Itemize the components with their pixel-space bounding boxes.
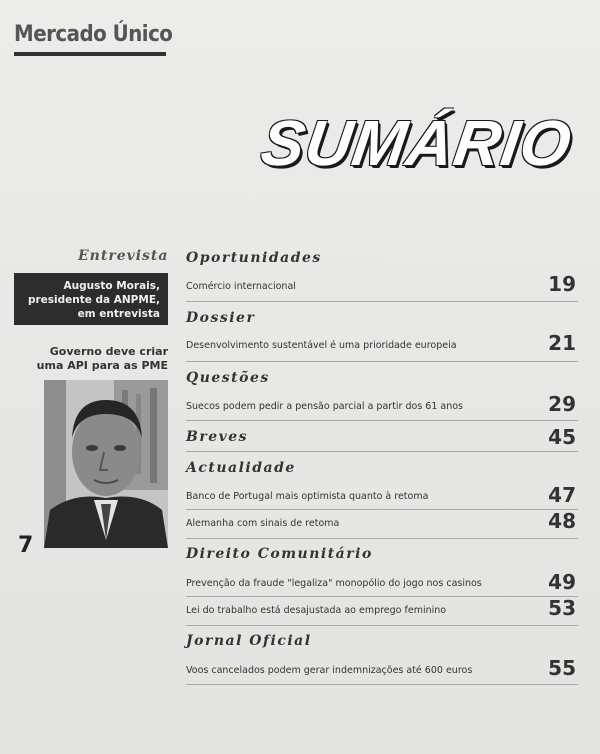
toc-section-title: Jornal Oficial — [186, 633, 312, 649]
portrait-photo — [44, 380, 168, 548]
toc-entry[interactable]: Banco de Portugal mais optimista quanto à retoma — [186, 491, 429, 502]
toc-entry[interactable]: Alemanha com sinais de retoma — [186, 518, 340, 529]
toc-entry[interactable]: Suecos podem pedir a pensão parcial a partir dos 61 anos — [186, 401, 464, 412]
toc-section-title: Questões — [186, 370, 270, 386]
toc-page-number[interactable]: 53 — [548, 596, 576, 620]
section-header: Mercado Único — [14, 22, 173, 47]
divider — [186, 538, 578, 539]
toc-page-number[interactable]: 47 — [548, 483, 576, 507]
toc-section-title: Actualidade — [186, 460, 296, 476]
toc-entry[interactable]: Prevenção da fraude "legaliza" monopólio do jogo nos casinos — [186, 578, 482, 589]
headline-line: Governo deve criar — [49, 345, 168, 358]
divider — [186, 451, 578, 452]
headline-line: uma API para as PME — [36, 359, 168, 372]
interview-kicker: Entrevista — [78, 248, 169, 264]
divider — [186, 301, 578, 302]
toc-page-number[interactable]: 45 — [548, 425, 576, 449]
toc-entry[interactable]: Comércio internacional — [186, 281, 296, 292]
interview-headline[interactable] — [14, 345, 168, 373]
divider — [186, 625, 578, 626]
toc-entry[interactable]: Voos cancelados podem gerar indemnizações até 600 euros — [186, 665, 473, 676]
interview-page-number[interactable]: 7 — [18, 533, 34, 558]
page-title: SUMÁRIO — [256, 107, 577, 179]
caption-line: presidente da ANPME, — [27, 294, 160, 306]
interview-caption-box[interactable] — [14, 273, 168, 325]
divider — [186, 361, 578, 362]
toc-section-title[interactable]: Breves — [186, 429, 249, 445]
toc-entry[interactable]: Desenvolvimento sustentável é uma prioridade europeia — [186, 340, 457, 351]
caption-line: Augusto Morais, — [63, 280, 160, 292]
divider — [186, 684, 578, 685]
toc-page-number[interactable]: 49 — [548, 570, 576, 594]
toc-page-number[interactable]: 21 — [548, 331, 576, 355]
toc-page-number[interactable]: 48 — [548, 509, 576, 533]
toc-entry[interactable]: Lei do trabalho está desajustada ao emprego feminino — [186, 605, 447, 616]
caption-line: em entrevista — [77, 308, 160, 320]
toc-section-title: Direito Comunitário — [186, 546, 373, 562]
toc-section-title: Oportunidades — [186, 250, 322, 266]
toc-section-title: Dossier — [186, 310, 256, 326]
portrait-illustration — [44, 380, 168, 548]
header-underline — [14, 52, 166, 56]
divider — [186, 420, 578, 421]
toc-page-number[interactable]: 19 — [548, 272, 576, 296]
toc-page-number[interactable]: 55 — [548, 656, 576, 680]
toc-page-number[interactable]: 29 — [548, 392, 576, 416]
